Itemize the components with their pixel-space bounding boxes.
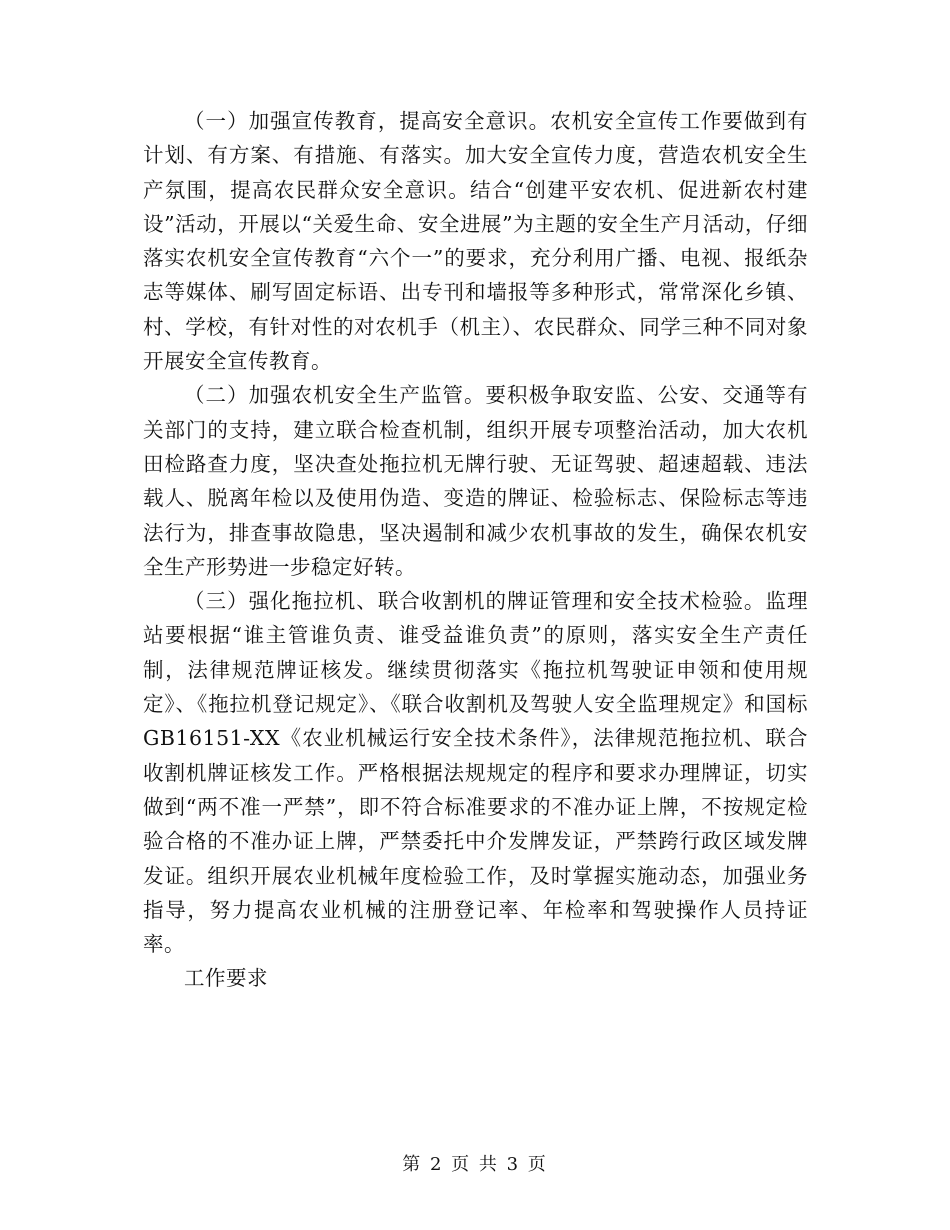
- section-heading-work-requirements: 工作要求: [184, 966, 268, 991]
- page-footer: [0, 1150, 950, 1176]
- document-body: [143, 104, 808, 996]
- paragraph-license-management: （三）强化拖拉机、联合收割机的牌证管理和安全技术检验。监理站要根据“谁主管谁负责、谁受益谁负责”的原则，落实安全生产责任制，法律规范牌证核发。继续贯彻落实《拖拉机驾驶证申领和使用规定》、《拖拉机登记规定》、《联合收割机及驾驶人安全监理规定》和国标GB16151-XX《农业机械运行安全技术条件》，法律规范拖拉机、联合收割机牌证核发工作。严格根据法规规定的程序和要求办理牌证，切实做到“两不准一严禁”，即不符合标准要求的不准办证上牌，不按规定检验合格的不准办证上牌，严禁委托中介发牌发证，严禁跨行政区域发牌发证。组织开展农业机械年度检验工作，及时掌握实施动态，加强业务指导，努力提高农业机械的注册登记率、年检率和驾驶操作人员持证率。: [143, 589, 808, 957]
- paragraph-safety-supervision: （二）加强农机安全生产监管。要积极争取安监、公安、交通等有关部门的支持，建立联合检查机制，组织开展专项整治活动，加大农机田检路查力度，坚决查处拖拉机无牌行驶、无证驾驶、超速超载、违法载人、脱离年检以及使用伪造、变造的牌证、检验标志、保险标志等违法行为，排查事故隐患，坚决遏制和减少农机事故的发生，确保农机安全生产形势进一步稳定好转。: [143, 383, 808, 579]
- page-number: 第 2 页 共 3 页: [402, 1154, 548, 1175]
- paragraph-publicity-education: （一）加强宣传教育，提高安全意识。农机安全宣传工作要做到有计划、有方案、有措施、有落实。加大安全宣传力度，营造农机安全生产氛围，提高农民群众安全意识。结合“创建平安农机、促进新农村建设”活动，开展以“关爱生命、安全进展”为主题的安全生产月活动，仔细落实农机安全宣传教育“六个一”的要求，充分利用广播、电视、报纸杂志等媒体、刷写固定标语、出专刊和墙报等多种形式，常常深化乡镇、村、学校，有针对性的对农机手（机主）、农民群众、同学三种不同对象开展安全宣传教育。: [143, 109, 808, 374]
